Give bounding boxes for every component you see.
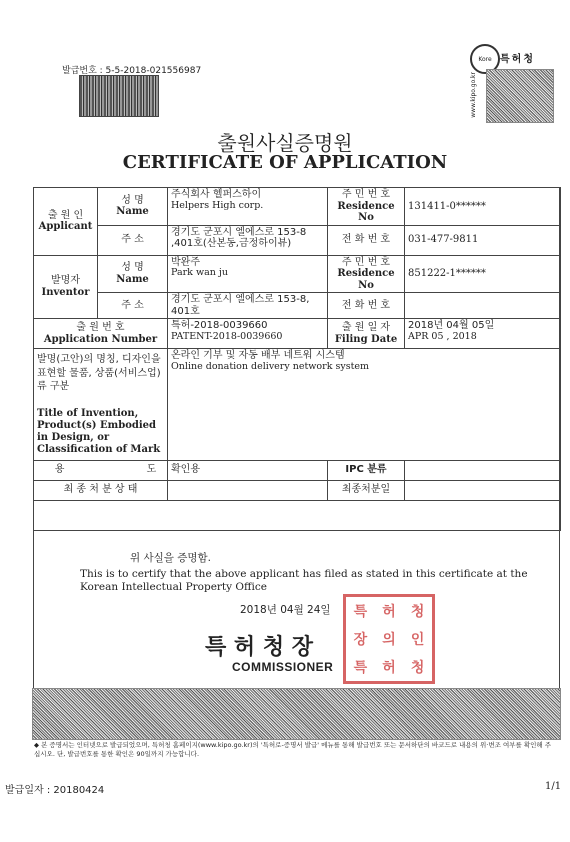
ipc-label: IPC 분류 <box>328 460 405 480</box>
commissioner-ko: 특 허 청 장 <box>205 635 313 660</box>
applicant-name: 주식회사 헬퍼스하이 Helpers High corp. <box>168 188 328 226</box>
verification-note: ◆ 본 증명서는 인터넷으로 발급되었으며, 특허청 홈페이지(www.kipo.go.kr)의 '특허로-증명서 발급' 메뉴를 통해 발급번호 또는 문서하단의 바코드로 내용의 위·변조 여부를 확인해 주십시오. 단, 발급번호를 통한 확인은 90일까지 가능합니다. <box>34 741 552 758</box>
certify-text-ko: 위 사실을 증명함. <box>130 552 212 564</box>
security-pattern-top <box>487 70 553 122</box>
seal-char: 장 <box>353 632 368 648</box>
seal-char: 허 <box>382 660 396 676</box>
seal-char: 청 <box>410 660 425 676</box>
filing-date-label: 출 원 일 자 Filing Date <box>328 319 405 349</box>
inventor-phone <box>405 293 561 319</box>
inventor-rrn-label: 주 민 번 호 Residence No <box>328 255 405 293</box>
applicant-label: 출 원 인 Applicant <box>34 188 98 256</box>
page-number: 1/1 <box>545 781 562 792</box>
certificate-table <box>33 187 561 531</box>
inventor-rrn: 851222-1****** <box>405 255 561 293</box>
issue-number: 발급번호 : 5-5-2018-021556987 <box>62 66 202 76</box>
usage-value: 확인용 <box>168 460 328 480</box>
inventor-name: 박완주 Park wan ju <box>168 255 328 293</box>
final-status-value <box>168 480 328 500</box>
final-status-label: 최 종 처 분 상 태 <box>34 480 168 500</box>
official-seal-stamp <box>343 594 435 684</box>
certify-text-en: This is to certify that the above applicant has filed as stated in this certificate at the Korean Intellectual Property Office <box>80 568 528 594</box>
certify-date: 2018년 04월 24일 <box>240 604 331 616</box>
applicant-rrn-label: 주 민 번 호 Residence No <box>328 188 405 226</box>
kipo-logo-icon: Kore <box>470 44 500 74</box>
inventor-label: 발명자 Inventor <box>34 255 98 319</box>
inventor-name-label: 성 명 Name <box>98 255 168 293</box>
seal-char: 특 <box>353 660 368 676</box>
applicant-address: 경기도 군포시 엘에스로 153-8 ,401호(산본동,금정하이뷰) <box>168 225 328 255</box>
commissioner-en: COMMISSIONER <box>232 660 334 674</box>
inventor-address: 경기도 군포시 엘에스로 153-8, 401호 <box>168 293 328 319</box>
applicant-phone-label: 전 화 번 호 <box>328 225 405 255</box>
page-title-en: CERTIFICATE OF APPLICATION <box>122 152 448 173</box>
issue-date: 발급일자 : 20180424 <box>5 785 105 796</box>
seal-char: 허 <box>382 604 396 620</box>
inventor-phone-label: 전 화 번 호 <box>328 293 405 319</box>
applicant-name-label: 성 명 Name <box>98 188 168 226</box>
application-number: 특허-2018-0039660 PATENT-2018-0039660 <box>168 319 328 349</box>
applicant-address-label: 주 소 <box>98 225 168 255</box>
seal-char: 특 <box>353 604 368 620</box>
usage-label: 용 도 <box>34 460 168 480</box>
final-date-value <box>405 480 561 500</box>
barcode-image <box>80 76 158 116</box>
final-date-label: 최종처분일 <box>328 480 405 500</box>
application-number-label: 출 원 번 호 Application Number <box>34 319 168 349</box>
seal-char: 의 <box>382 632 396 648</box>
security-pattern-bottom <box>33 689 560 739</box>
seal-char: 청 <box>410 604 425 620</box>
seal-char: 인 <box>410 632 425 648</box>
invention-title: 온라인 기부 및 자동 배부 네트워 시스템 Online donation delivery network system <box>168 349 561 461</box>
kipo-name: 특허청 <box>500 54 535 65</box>
kipo-url: www.kipo.go.kr <box>470 72 477 118</box>
applicant-phone: 031-477-9811 <box>405 225 561 255</box>
blank-row <box>34 500 561 530</box>
invention-title-label: 발명(고안)의 명칭, 디자인을 표현할 물품, 상품(서비스업)류 구분 Title of Invention, Product(s) Embodied in Design, or Classification of Mark <box>34 349 168 461</box>
page-title-ko: 출원사실증명원 <box>217 131 353 155</box>
ipc-value <box>405 460 561 480</box>
applicant-rrn: 131411-0****** <box>405 188 561 226</box>
inventor-address-label: 주 소 <box>98 293 168 319</box>
filing-date: 2018년 04월 05일 APR 05 , 2018 <box>405 319 561 349</box>
